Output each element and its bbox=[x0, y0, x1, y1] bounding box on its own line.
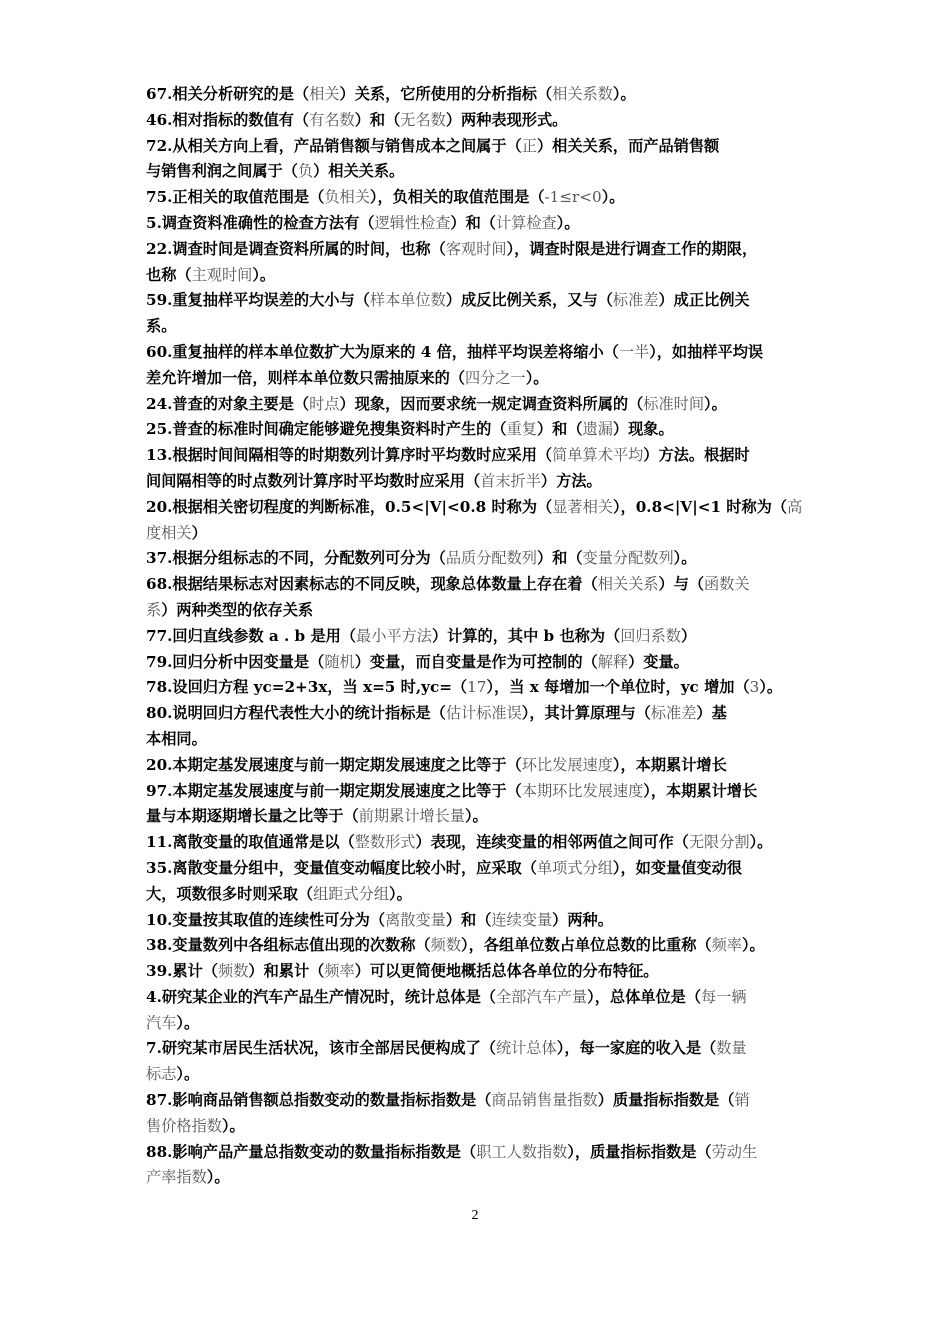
question-text: ）。 bbox=[176, 1065, 200, 1084]
text-line bbox=[146, 185, 826, 211]
question-text: ）。 bbox=[673, 549, 697, 568]
answer-text: 频数 bbox=[218, 962, 249, 981]
question-text: 10.变量按其取值的连续性可分为（ bbox=[146, 910, 386, 929]
question-text: 80.说明回归方程代表性大小的统计指标是（ bbox=[146, 704, 446, 723]
question-text: ）质量指标指数是（ bbox=[597, 1091, 735, 1110]
question-text: ）和（ bbox=[536, 549, 583, 568]
question-text: ）相关关系。 bbox=[313, 162, 405, 181]
question-text: 差允许增加一倍，则样本单位数只需抽原来的（ bbox=[146, 368, 465, 387]
question-text: 20.根据相关密切程度的判断标准，0.5<|V|<0.8 时称为（ bbox=[146, 497, 553, 516]
answer-text: 回归系数 bbox=[620, 626, 681, 645]
question-text: ）和（ bbox=[445, 910, 492, 929]
question-text: ）。 bbox=[759, 678, 783, 697]
question-text: 系。 bbox=[146, 317, 177, 336]
answer-text: 逻辑性检查 bbox=[374, 213, 451, 232]
question-text: 7.研究某市居民生活状况，该市全部居民便构成了（ bbox=[146, 1039, 496, 1058]
text-line bbox=[146, 469, 826, 495]
answer-text: 整数形式 bbox=[354, 833, 416, 852]
answer-text: 标志 bbox=[146, 1065, 177, 1084]
answer-text: 相关关系 bbox=[597, 575, 659, 594]
answer-text: 前期累计增长量 bbox=[358, 807, 465, 826]
question-text: 46.相对指标的数值有（ bbox=[146, 110, 310, 129]
question-text: ）。 bbox=[612, 85, 636, 103]
text-line bbox=[146, 908, 826, 934]
answer-text: 统计总体 bbox=[495, 1039, 557, 1058]
text-line bbox=[146, 624, 826, 650]
question-text: ）成正比例关 bbox=[658, 291, 750, 310]
question-text: 间间隔相等的时点数列计算序时平均数时应采用（ bbox=[146, 471, 481, 490]
answer-text: 变量分配数列 bbox=[582, 549, 674, 568]
answer-text: 估计标准误 bbox=[445, 704, 522, 723]
answer-text: 组距式分组 bbox=[313, 884, 389, 903]
answer-text: 有名数 bbox=[309, 110, 355, 129]
text-line bbox=[146, 495, 826, 521]
question-text: 大，项数很多时则采取（ bbox=[146, 884, 314, 903]
text-line bbox=[146, 933, 826, 959]
question-text: 79.回归分析中因变量是（ bbox=[146, 652, 325, 671]
answer-text: 时点 bbox=[309, 394, 340, 413]
answer-text: 标准时间 bbox=[643, 394, 704, 413]
answer-text: 样本单位数 bbox=[369, 291, 446, 310]
answer-text: 品质分配数列 bbox=[445, 549, 537, 568]
text-line bbox=[146, 1165, 826, 1191]
question-text: ）。 bbox=[252, 265, 276, 284]
question-text: 11.离散变量的取值通常是以（ bbox=[146, 833, 355, 852]
text-line bbox=[146, 263, 826, 289]
text-line bbox=[146, 340, 826, 366]
question-text: 35.离散变量分组中，变量值变动幅度比较小时，应采取（ bbox=[146, 858, 537, 877]
answer-text: 连续变量 bbox=[491, 910, 553, 929]
question-text: 22.调查时间是调查资料所属的时间，也称（ bbox=[146, 239, 446, 258]
text-line bbox=[146, 1114, 826, 1140]
text-line bbox=[146, 753, 826, 779]
answer-text: 客观时间 bbox=[445, 239, 507, 258]
question-text: ）和累计（ bbox=[248, 962, 325, 981]
text-line bbox=[146, 211, 826, 237]
text-line bbox=[146, 417, 826, 443]
text-line bbox=[146, 804, 826, 830]
question-text: 97.本期定基发展速度与前一期定期发展速度之比等于（ bbox=[146, 781, 522, 800]
text-line bbox=[146, 82, 826, 108]
answer-text: 频率 bbox=[711, 936, 742, 955]
answer-text: 3 bbox=[749, 678, 760, 697]
text-line bbox=[146, 779, 826, 805]
question-text: ），总体单位是（ bbox=[587, 987, 702, 1006]
question-text: ），如变量值变动很 bbox=[612, 858, 742, 877]
question-text: ）变量。 bbox=[628, 652, 689, 671]
text-line bbox=[146, 830, 826, 856]
question-text: ）。 bbox=[389, 884, 412, 903]
question-text: ）和（ bbox=[450, 213, 496, 232]
question-text: ），各组单位数占单位总数的比重称（ bbox=[461, 936, 712, 955]
answer-text: -1≤r<0 bbox=[544, 188, 602, 207]
answer-text: 一半 bbox=[618, 342, 650, 361]
answer-text: 本期环比发展速度 bbox=[521, 781, 644, 800]
question-text: ）和（ bbox=[354, 110, 401, 129]
answer-text: 环比发展速度 bbox=[521, 755, 613, 774]
question-text: 5.调查资料准确性的检查方法有（ bbox=[146, 213, 375, 232]
question-text: ）。 bbox=[221, 1116, 245, 1135]
answer-text: 标准差 bbox=[650, 704, 697, 723]
answer-text: 频率 bbox=[324, 962, 355, 981]
answer-text: 负相关 bbox=[324, 188, 370, 207]
question-text: 本相同。 bbox=[146, 729, 207, 748]
answer-text: 每一辆 bbox=[701, 987, 747, 1006]
answer-text: 商品销售量指数 bbox=[491, 1091, 598, 1110]
question-text: ），0.8<|V|<1 时称为（ bbox=[612, 497, 788, 516]
text-line bbox=[146, 959, 826, 985]
question-text: ）和（ bbox=[536, 420, 583, 439]
question-text: ）。 bbox=[176, 1013, 200, 1032]
text-line bbox=[146, 650, 826, 676]
question-text: 37.根据分组标志的不同，分配数列可分为（ bbox=[146, 549, 446, 568]
question-text: ），当 x 每增加一个单位时，yc 增加（ bbox=[486, 678, 750, 697]
question-text: ）基 bbox=[696, 704, 727, 723]
question-text: ），其计算原理与（ bbox=[521, 704, 651, 723]
question-text: 13.根据时间间隔相等的时期数列计算序时平均数时应采用（ bbox=[146, 446, 553, 465]
question-text: ）两种。 bbox=[552, 910, 613, 929]
question-text: ）。 bbox=[206, 1168, 230, 1187]
text-line bbox=[146, 572, 826, 598]
question-text: 67.相关分析研究的是（ bbox=[146, 85, 310, 103]
answer-text: 计算检查 bbox=[495, 213, 557, 232]
answer-text: 随机 bbox=[324, 652, 355, 671]
question-text: ）方法。根据时 bbox=[643, 446, 750, 465]
answer-text: 汽车 bbox=[146, 1013, 177, 1032]
answer-text: 四分之一 bbox=[464, 368, 526, 387]
question-text: ）关系，它所使用的分析指标（ bbox=[339, 85, 553, 103]
question-text: ）现象，因而要求统一规定调查资料所属的（ bbox=[339, 394, 644, 413]
text-line bbox=[146, 1140, 826, 1166]
answer-text: 重复 bbox=[506, 420, 537, 439]
text-line bbox=[146, 1088, 826, 1114]
answer-text: 产率指数 bbox=[146, 1168, 207, 1187]
answer-text: 首末折半 bbox=[480, 471, 541, 490]
question-text: 也称（ bbox=[146, 265, 192, 284]
question-text: 38.变量数列中各组标志值出现的次数称（ bbox=[146, 936, 431, 955]
question-text: ）方法。 bbox=[540, 471, 602, 490]
question-text: ）两种表现形式。 bbox=[445, 110, 568, 129]
text-line bbox=[146, 856, 826, 882]
question-text: 88.影响产品产量总指数变动的数量指标指数是（ bbox=[146, 1142, 477, 1161]
question-text: ）。 bbox=[741, 936, 765, 955]
answer-text: 系 bbox=[146, 600, 162, 619]
question-text: ）与（ bbox=[658, 575, 704, 594]
answer-text: 劳动生 bbox=[711, 1142, 758, 1161]
question-text: ）。 bbox=[704, 394, 727, 413]
question-text: ），本期累计增长 bbox=[612, 755, 727, 774]
question-text: ），本期累计增长 bbox=[643, 781, 758, 800]
question-text: ）成反比例关系，又与（ bbox=[445, 291, 613, 310]
question-text: ）变量，而自变量是作为可控制的（ bbox=[354, 652, 598, 671]
answer-text: 标准差 bbox=[612, 291, 659, 310]
question-text: 78.设回归方程 yc=2+3x，当 x=5 时,yc=（ bbox=[146, 678, 468, 697]
text-line bbox=[146, 598, 826, 624]
answer-text: 显著相关 bbox=[552, 497, 613, 516]
text-line bbox=[146, 546, 826, 572]
answer-text: 频数 bbox=[430, 936, 461, 955]
text-line bbox=[146, 392, 826, 418]
question-text: 87.影响商品销售额总指数变动的数量指标指数是（ bbox=[146, 1091, 492, 1110]
question-text: ），如抽样平均误 bbox=[649, 342, 764, 361]
text-line bbox=[146, 108, 826, 134]
answer-text: 相关系数 bbox=[552, 85, 613, 103]
question-text: ），每一家庭的收入是（ bbox=[556, 1039, 717, 1058]
question-text: 77.回归直线参数 a . b 是用（ bbox=[146, 626, 357, 645]
answer-text: 简单算术平均 bbox=[552, 446, 644, 465]
answer-text: 售价格指数 bbox=[146, 1116, 222, 1135]
question-text: 68.根据结果标志对因素标志的不同反映，现象总体数量上存在着（ bbox=[146, 575, 598, 594]
answer-text: 相关 bbox=[309, 85, 340, 103]
question-text: ）。 bbox=[464, 807, 488, 826]
text-line bbox=[146, 443, 826, 469]
text-line bbox=[146, 701, 826, 727]
text-line bbox=[146, 288, 826, 314]
answer-text: 最小平方法 bbox=[356, 626, 432, 645]
question-text: ）表现，连续变量的相邻两值之间可作（ bbox=[415, 833, 689, 852]
answer-text: 无名数 bbox=[400, 110, 446, 129]
question-text: ）可以更简便地概括总体各单位的分布特征。 bbox=[354, 962, 659, 981]
question-text: ），质量指标指数是（ bbox=[567, 1142, 712, 1161]
question-text: 25.普查的标准时间确定能够避免搜集资料时产生的（ bbox=[146, 420, 507, 439]
answer-text: 无限分割 bbox=[688, 833, 750, 852]
page-number: 2 bbox=[471, 1208, 479, 1223]
text-line bbox=[146, 521, 826, 547]
answer-text: 遗漏 bbox=[582, 420, 613, 439]
answer-text: 度相关 bbox=[146, 523, 192, 542]
answer-text: 正 bbox=[521, 136, 537, 155]
question-text: 20.本期定基发展速度与前一期定期发展速度之比等于（ bbox=[146, 755, 522, 774]
question-text: 24.普查的对象主要是（ bbox=[146, 394, 310, 413]
question-text: 60.重复抽样的样本单位数扩大为原来的 4 倍，抽样平均误差将缩小（ bbox=[146, 342, 619, 361]
text-line bbox=[146, 134, 826, 160]
question-text: ）计算的，其中 b 也称为（ bbox=[431, 626, 621, 645]
text-line bbox=[146, 882, 826, 908]
text-line bbox=[146, 237, 826, 263]
question-text: ）。 bbox=[525, 368, 549, 387]
answer-text: 离散变量 bbox=[385, 910, 446, 929]
question-text: ） bbox=[191, 523, 207, 542]
answer-text: 职工人数指数 bbox=[476, 1142, 568, 1161]
question-text: ）两种类型的依存关系 bbox=[161, 600, 314, 619]
question-text: ）。 bbox=[749, 833, 773, 852]
question-text: 4.研究某企业的汽车产品生产情况时，统计总体是（ bbox=[146, 987, 496, 1006]
document-body bbox=[146, 82, 826, 1191]
question-text: 39.累计（ bbox=[146, 962, 218, 981]
question-text: 59.重复抽样平均误差的大小与（ bbox=[146, 291, 370, 310]
answer-text: 主观时间 bbox=[191, 265, 253, 284]
question-text: ）。 bbox=[556, 213, 580, 232]
text-line bbox=[146, 159, 826, 185]
answer-text: 17 bbox=[467, 678, 487, 697]
answer-text: 高 bbox=[787, 497, 803, 516]
question-text: 72.从相关方向上看，产品销售额与销售成本之间属于（ bbox=[146, 136, 522, 155]
question-text: ）。 bbox=[601, 188, 625, 207]
text-line bbox=[146, 1011, 826, 1037]
answer-text: 负 bbox=[297, 162, 314, 181]
text-line bbox=[146, 1036, 826, 1062]
answer-text: 数量 bbox=[716, 1039, 747, 1058]
question-text: 量与本期逐期增长量之比等于（ bbox=[146, 807, 359, 826]
question-text: ），调查时限是进行调查工作的期限， bbox=[506, 239, 758, 258]
answer-text: 解释 bbox=[597, 652, 629, 671]
answer-text: 销 bbox=[734, 1091, 750, 1110]
question-text: 75.正相关的取值范围是（ bbox=[146, 188, 325, 207]
text-line bbox=[146, 314, 826, 340]
text-line bbox=[146, 1062, 826, 1088]
text-line bbox=[146, 727, 826, 753]
question-text: ），负相关的取值范围是（ bbox=[369, 188, 545, 207]
answer-text: 函数关 bbox=[704, 575, 750, 594]
text-line bbox=[146, 366, 826, 392]
question-text: ）现象。 bbox=[612, 420, 674, 439]
text-line bbox=[146, 675, 826, 701]
text-line bbox=[146, 985, 826, 1011]
answer-text: 单项式分组 bbox=[536, 858, 613, 877]
question-text: 与销售利润之间属于（ bbox=[146, 162, 298, 181]
question-text: ） bbox=[680, 626, 697, 645]
answer-text: 全部汽车产量 bbox=[495, 987, 588, 1006]
question-text: ）相关关系，而产品销售额 bbox=[536, 136, 720, 155]
